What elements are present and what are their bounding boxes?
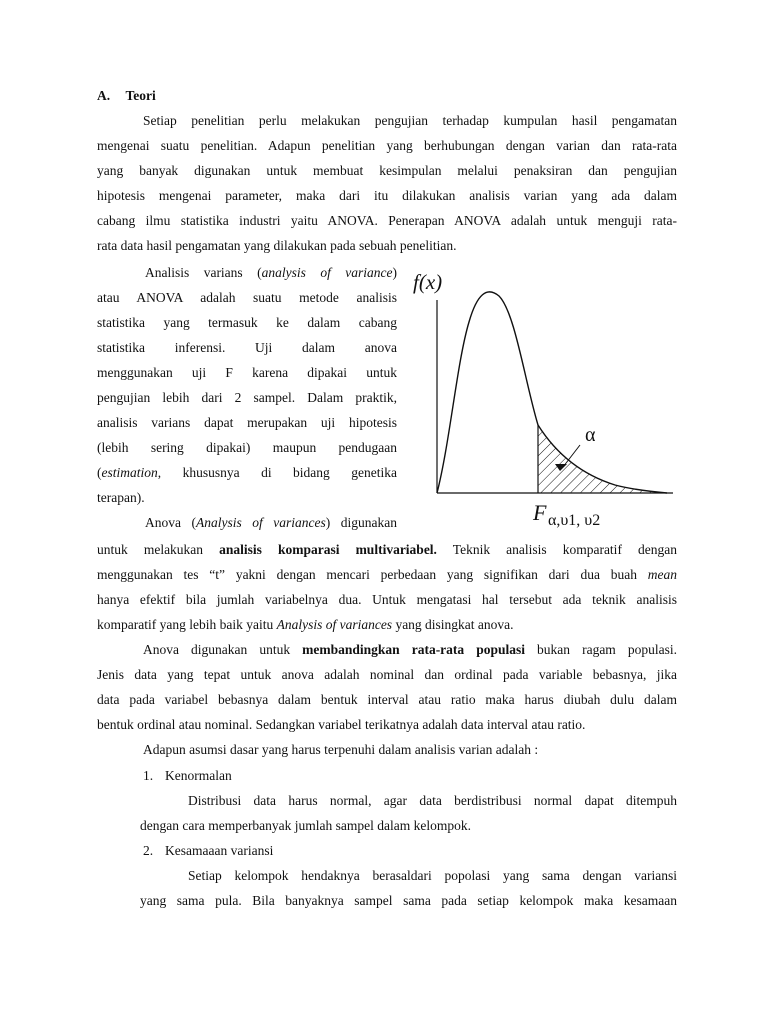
- p3-italic: mean: [647, 567, 677, 582]
- p5-line: Adapun asumsi dasar yang harus terpenuhi dalam analisis varian adalah :: [143, 742, 539, 757]
- p3-text: Anova (: [145, 515, 196, 530]
- critical-value-subscript: α,υ1, υ2: [548, 512, 601, 529]
- p4-line-4: bentuk ordinal atau nominal. Sedangkan variabel terikatnya adalah data interval atau ratio.: [97, 717, 586, 732]
- p3-italic: Analysis of variances: [196, 515, 326, 530]
- p2-text: (: [97, 465, 102, 480]
- p3-italic: Analysis of variances: [276, 617, 393, 632]
- list-item-2-line-1: Setiap kelompok hendaknya berasaldari popolasi yang sama dengan variansi: [188, 868, 677, 883]
- p3-text: ) digunakan: [325, 515, 397, 530]
- p3-text: yang disingkat anova.: [392, 617, 514, 632]
- p3-text: komparatif yang lebih baik yaitu: [97, 617, 277, 632]
- section-title: Teori: [125, 88, 156, 103]
- p3-line-5: [97, 615, 677, 635]
- p4-line-2: Jenis data yang tepat untuk anova adalah nominal dan ordinal pada variable bebasnya, jika: [97, 667, 677, 682]
- rejection-region: [538, 425, 653, 493]
- p2-line-10: terapan).: [97, 490, 145, 505]
- p2-line-1: [145, 263, 397, 283]
- p2-line-8: (lebih sering dipakai) maupun pendugaan: [97, 440, 397, 455]
- p2-line-2: atau ANOVA adalah suatu metode analisis: [97, 290, 397, 305]
- p3-text: menggunakan tes “t” yakni dengan mencari perbedaan yang signifikan dari dua buah: [97, 567, 648, 582]
- p4-text: bukan ragam populasi.: [525, 642, 677, 657]
- list-item-2-heading: [143, 841, 677, 861]
- p2-text: ): [392, 265, 397, 280]
- p2-line-9: [97, 463, 397, 483]
- p2-line-4: statistika inferensi. Uji dalam anova: [97, 340, 397, 355]
- p1-line-6: rata data hasil pengamatan yang dilakukan pada sebuah penelitian.: [97, 238, 457, 253]
- p3-text: untuk melakukan: [97, 542, 220, 557]
- p2-line-7: analisis varians dapat merupakan uji hipotesis: [97, 415, 397, 430]
- section-label: A.: [97, 88, 111, 103]
- p2-line-5: menggunakan uji F karena dipakai untuk: [97, 365, 397, 380]
- p1-line-1: Setiap penelitian perlu melakukan pengujian terhadap kumpulan hasil pengamatan: [143, 113, 677, 128]
- p2-line-3: statistika yang termasuk ke dalam cabang: [97, 315, 397, 330]
- list-number: 2.: [143, 843, 154, 858]
- p2-italic: estimation: [101, 465, 158, 480]
- list-title: Kesamaaan variansi: [165, 843, 274, 858]
- p4-line-3: data pada variabel bebasnya dalam bentuk interval atau ratio maka harus diubah dulu dalam: [97, 692, 677, 707]
- p3-line-1: [145, 513, 397, 533]
- list-number: 1.: [143, 768, 154, 783]
- p1-line-4: hipotesis mengenai parameter, maka dari itu dilakukan analisis varian yang ada dalam: [97, 188, 677, 203]
- section-heading: [97, 86, 677, 106]
- p1-line-3: yang banyak digunakan untuk membuat kesimpulan melalui penaksiran dan pengujian: [97, 163, 677, 178]
- p3-line-2: [97, 540, 677, 560]
- p2-text: , khususnya di bidang genetika: [157, 465, 397, 480]
- p4-bold: membandingkan rata-rata populasi: [302, 642, 525, 657]
- list-title: Kenormalan: [165, 768, 232, 783]
- p3-line-3: [97, 565, 677, 585]
- list-item-1-line-2: dengan cara memperbanyak jumlah sampel dalam kelompok.: [140, 818, 472, 833]
- list-item-2-line-2: yang sama pula. Bila banyaknya sampel sama pada setiap kelompok maka kesamaan: [140, 893, 677, 908]
- list-item-1-line-1: Distribusi data harus normal, agar data berdistribusi normal dapat ditempuh: [188, 793, 677, 808]
- p3-line-4: hanya efektif bila jumlah variabelnya dua. Untuk mengatasi hal tersebut ada teknik analisis: [97, 592, 677, 607]
- p3-bold: analisis komparasi multivariabel.: [219, 542, 437, 557]
- p4-line-1: [143, 640, 677, 660]
- p1-line-5: cabang ilmu statistika industri yaitu ANOVA. Penerapan ANOVA adalah untuk menguji rata-: [97, 213, 677, 228]
- p2-italic: analysis of variance: [261, 265, 393, 280]
- alpha-label: α: [585, 424, 596, 446]
- list-item-1-heading: [143, 766, 677, 786]
- y-axis-label: f(x): [413, 270, 443, 294]
- p3-text: Teknik analisis komparatif dengan: [436, 542, 677, 557]
- p1-line-2: mengenai suatu penelitian. Adapun penelitian yang berhubungan dengan varian dan rata-rata: [97, 138, 677, 153]
- critical-value-label: F: [533, 500, 547, 525]
- p2-line-6: pengujian lebih dari 2 sampel. Dalam praktik,: [97, 390, 397, 405]
- p2-text: Analisis varians (: [145, 265, 262, 280]
- f-distribution-figure: [405, 262, 685, 534]
- p4-text: Anova digunakan untuk: [143, 642, 303, 657]
